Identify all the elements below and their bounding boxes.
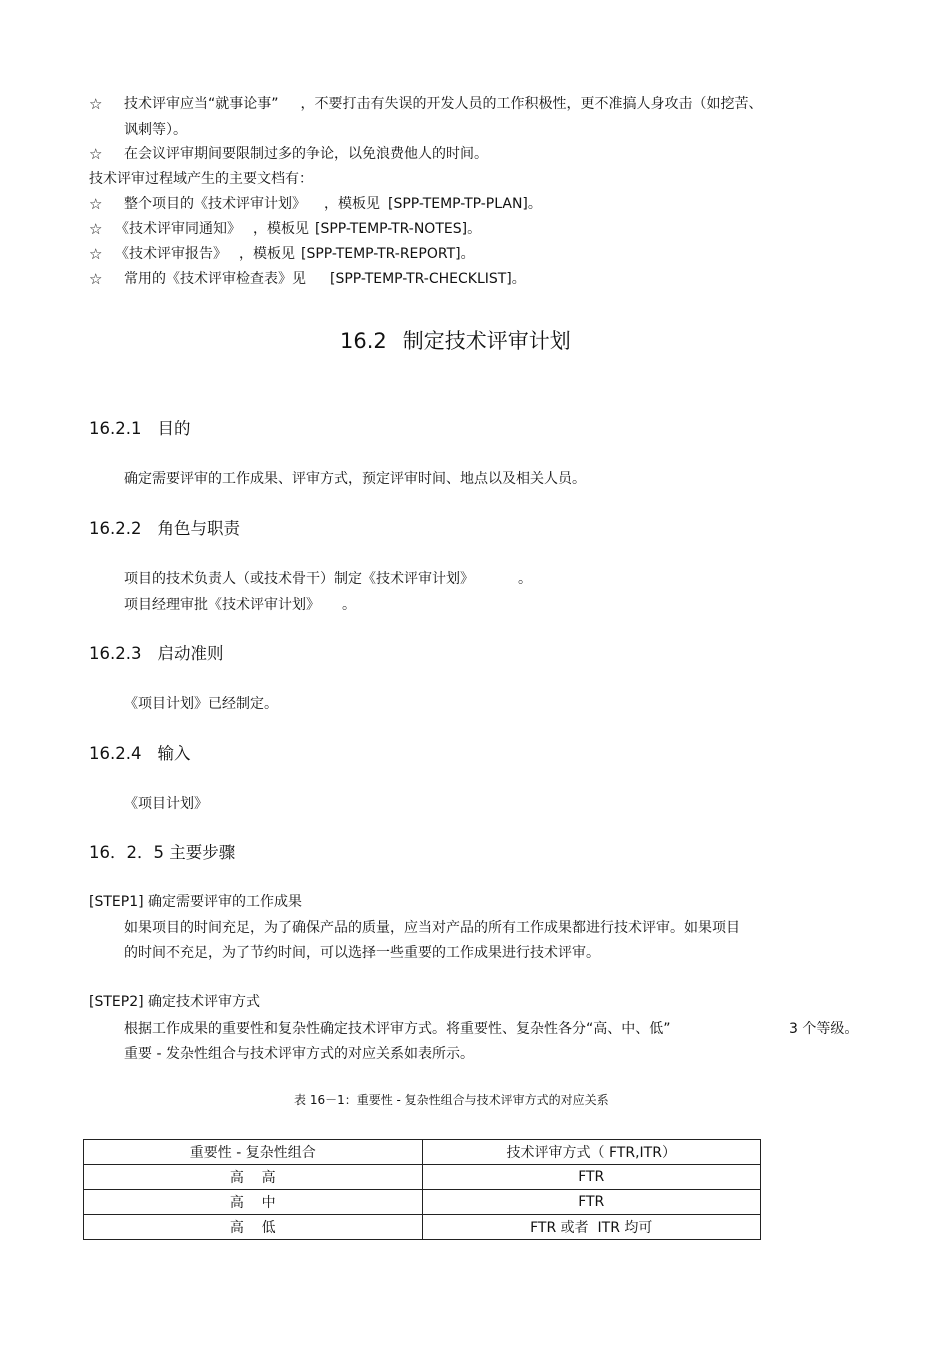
step1-line-2: 的时间不充足，为了节约时间，可以选择一些重要的工作成果进行技术评审。 (124, 945, 600, 961)
doc-item-3-c: [SPP-TEMP-TR-REPORT]。 (301, 246, 475, 262)
docs-heading: 技术评审过程域产生的主要文档有： (89, 171, 313, 187)
table-cell: FTR (422, 1190, 761, 1215)
subsection-heading-roles (89, 517, 240, 541)
intro-item-1-b: ，不要打击有失误的开发人员的工作积极性，更不准搞人身攻击（如挖苦、 (300, 96, 763, 112)
table-row (84, 1190, 761, 1215)
subsection-heading-steps: 16．2．5 主要步骤 (89, 843, 236, 862)
doc-item-1-b: ，模板见 (324, 196, 380, 212)
doc-item-3-b: ，模板见 (239, 246, 295, 262)
step2-title: [STEP2] 确定技术评审方式 (89, 994, 261, 1010)
doc-item-2 (115, 219, 481, 239)
table-cell: FTR (422, 1165, 761, 1190)
roles-line-2-b: 。 (342, 597, 356, 613)
section-title: 制定技术评审计划 (402, 329, 571, 353)
star-bullet-icon: ☆ (89, 245, 103, 263)
subsection-title: 角色与职责 (157, 519, 240, 538)
subsection-number: 16.2.4 (89, 744, 142, 763)
table-cell: 高 高 (84, 1165, 423, 1190)
star-bullet-icon: ☆ (89, 220, 103, 238)
subsection-heading-purpose (89, 417, 190, 441)
table-header-row (84, 1140, 761, 1165)
star-bullet-icon: ☆ (89, 95, 103, 113)
doc-item-4-b: [SPP-TEMP-TR-CHECKLIST]。 (330, 271, 526, 287)
doc-item-2-c: [SPP-TEMP-TR-NOTES]。 (315, 221, 482, 237)
doc-item-2-a: 《技术评审同通知》 (115, 221, 241, 237)
doc-item-1-c: [SPP-TEMP-TP-PLAN]。 (388, 196, 542, 212)
review-method-table (83, 1139, 761, 1240)
table-header-cell: 重要性 - 复杂性组合 (84, 1140, 423, 1165)
roles-line-1-b: 。 (518, 571, 532, 587)
subsection-title: 输入 (157, 744, 191, 763)
doc-item-2-b: ，模板见 (253, 221, 309, 237)
intro-item-1-cont: 讽刺等）。 (124, 122, 187, 138)
table-caption: 表 16－1：重要性 - 复杂性组合与技术评审方式的对应关系 (294, 1093, 609, 1107)
table-row (84, 1165, 761, 1190)
step2-line-1-b: 3 个等级。 (789, 1021, 859, 1037)
subsection-number: 16.2.2 (89, 519, 142, 538)
subsection-number: 16.2.1 (89, 419, 142, 438)
intro-item-2: 在会议评审期间要限制过多的争论，以免浪费他人的时间。 (124, 146, 488, 162)
intro-item-1-a: 技术评审应当“就事论事” (124, 96, 279, 112)
doc-item-1 (124, 194, 542, 214)
star-bullet-icon: ☆ (89, 195, 103, 213)
step2-line-1-a: 根据工作成果的重要性和复杂性确定技术评审方式。将重要性、复杂性各分“高、中、低” (124, 1021, 671, 1037)
subsection-title: 目的 (157, 419, 191, 438)
table-cell: FTR 或者 ITR 均可 (422, 1215, 761, 1240)
step2-line-2: 重要 - 发杂性组合与技术评审方式的对应关系如表所示。 (124, 1046, 474, 1062)
input-body: 《项目计划》 (124, 796, 208, 812)
doc-item-1-a: 整个项目的《技术评审计划》 (124, 196, 306, 212)
step1-line-1: 如果项目的时间充足，为了确保产品的质量，应当对产品的所有工作成果都进行技术评审。如果项目 (124, 920, 740, 936)
subsection-heading-input (89, 742, 190, 766)
roles-line-1-a: 项目的技术负责人（或技术骨干）制定《技术评审计划》 (124, 571, 474, 587)
entry-criteria-body: 《项目计划》已经制定。 (124, 696, 278, 712)
star-bullet-icon: ☆ (89, 270, 103, 288)
table-row (84, 1215, 761, 1240)
subsection-title: 启动准则 (157, 644, 224, 663)
star-bullet-icon: ☆ (89, 145, 103, 163)
table-header-cell: 技术评审方式（ FTR,ITR） (422, 1140, 761, 1165)
roles-line-2 (124, 595, 356, 615)
purpose-body: 确定需要评审的工作成果、评审方式，预定评审时间、地点以及相关人员。 (124, 471, 586, 487)
roles-line-2-a: 项目经理审批《技术评审计划》 (124, 597, 320, 613)
table-cell: 高 低 (84, 1215, 423, 1240)
doc-item-4-a: 常用的《技术评审检查表》见 (124, 271, 306, 287)
table-cell: 高 中 (84, 1190, 423, 1215)
subsection-number: 16.2.3 (89, 644, 142, 663)
section-number: 16.2 (340, 329, 387, 353)
doc-item-3-a: 《技术评审报告》 (115, 246, 227, 262)
subsection-heading-entry-criteria (89, 642, 223, 666)
doc-item-4 (124, 269, 526, 289)
intro-item-1 (124, 94, 763, 114)
section-heading (340, 327, 571, 355)
roles-line-1 (124, 569, 532, 589)
doc-item-3 (115, 244, 475, 264)
step1-title: [STEP1] 确定需要评审的工作成果 (89, 894, 303, 910)
